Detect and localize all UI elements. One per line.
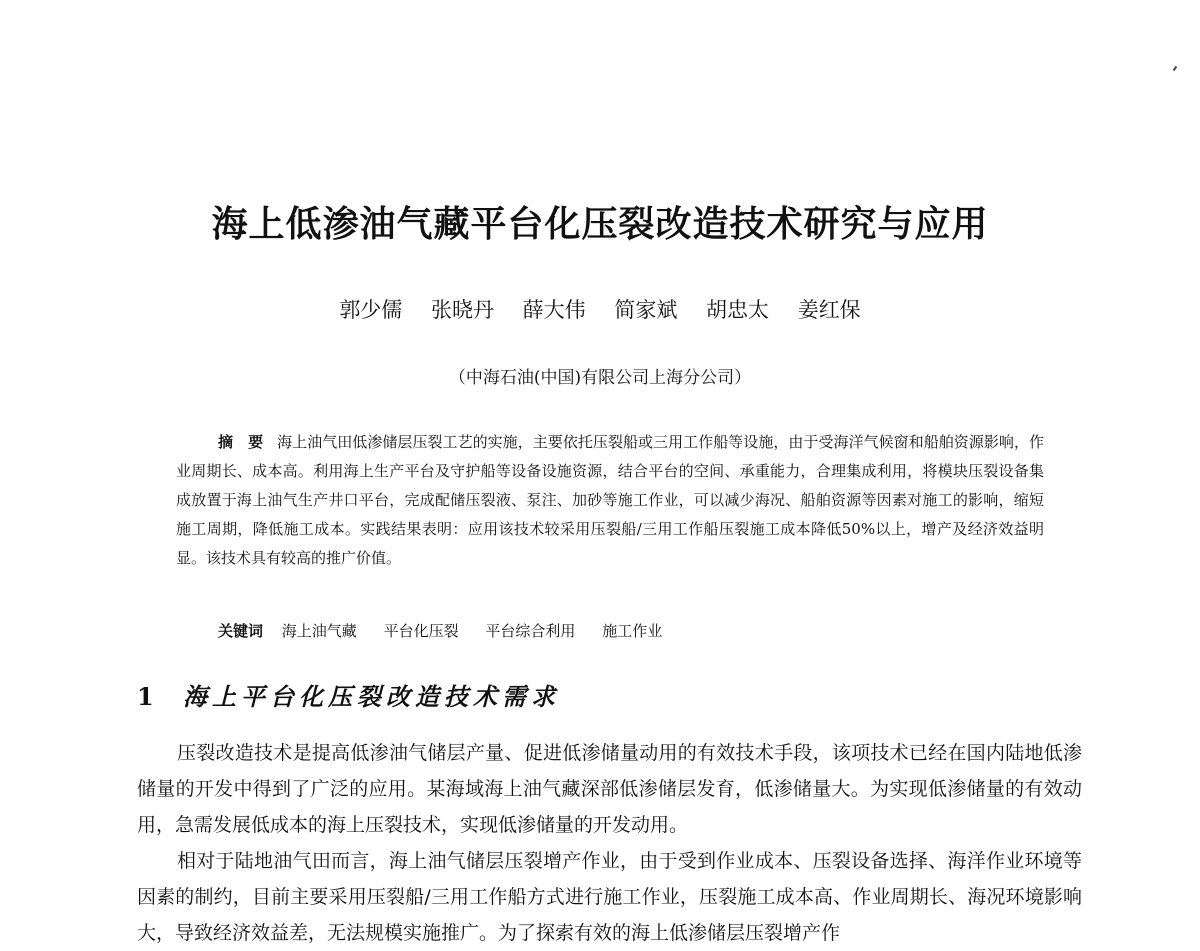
scan-mark <box>1173 66 1178 71</box>
keyword: 海上油气藏 <box>281 622 357 640</box>
abstract <box>176 428 1044 573</box>
abstract-label: 摘 要 <box>218 433 264 451</box>
body-paragraph: 相对于陆地油气田而言，海上油气储层压裂增产作业，由于受到作业成本、压裂设备选择、海洋作业环境等因素的制约，目前主要采用压裂船/三用工作船方式进行施工作业，压裂施工成本高、作业周期长、海况环境影响大，导致经济效益差，无法规模实施推广。为了探索有效的海上低渗储层压裂增产作 <box>137 850 1082 944</box>
keyword: 平台综合利用 <box>485 622 576 640</box>
author-list: 郭少儒 张晓丹 薛大伟 简家斌 胡忠太 姜红保 <box>339 298 861 322</box>
keyword: 施工作业 <box>602 622 663 640</box>
section-title: 海上平台化压裂改造技术需求 <box>183 682 560 711</box>
affiliation: （中海石油(中国)有限公司上海分公司） <box>448 368 752 388</box>
section-heading <box>137 677 560 712</box>
abstract-text: 海上油气田低渗储层压裂工艺的实施，主要依托压裂船或三用工作船等设施，由于受海洋气候窗和船舶资源影响，作业周期长、成本高。利用海上生产平台及守护船等设备设施资源，结合平台的空间、承重能力，合理集成利用，将模块压裂设备集成放置于海上油气生产井口平台，完成配储压裂液、泵注、加砂等施工作业，可以减少海况、船舶资源等因素对施工的影响，缩短施工周期，降低施工成本。实践结果表明：应用该技术较采用压裂船/三用工作船压裂施工成本降低50%以上，增产及经济效益明显。该技术具有较高的推广价值。 <box>176 433 1044 567</box>
keyword: 平台化压裂 <box>383 622 459 640</box>
section-number: 1 <box>137 682 154 711</box>
paper-title: 海上低渗油气藏平台化压裂改造技术研究与应用 <box>211 204 989 245</box>
body-paragraph: 压裂改造技术是提高低渗油气储层产量、促进低渗储量动用的有效技术手段，该项技术已经在国内陆地低渗储量的开发中得到了广泛的应用。某海域海上油气藏深部低渗储层发育，低渗储量大。为实现低渗储量的有效动用，急需发展低成本的海上压裂技术，实现低渗储量的开发动用。 <box>137 742 1082 836</box>
keywords <box>218 620 684 641</box>
keywords-label: 关键词 <box>218 622 264 640</box>
